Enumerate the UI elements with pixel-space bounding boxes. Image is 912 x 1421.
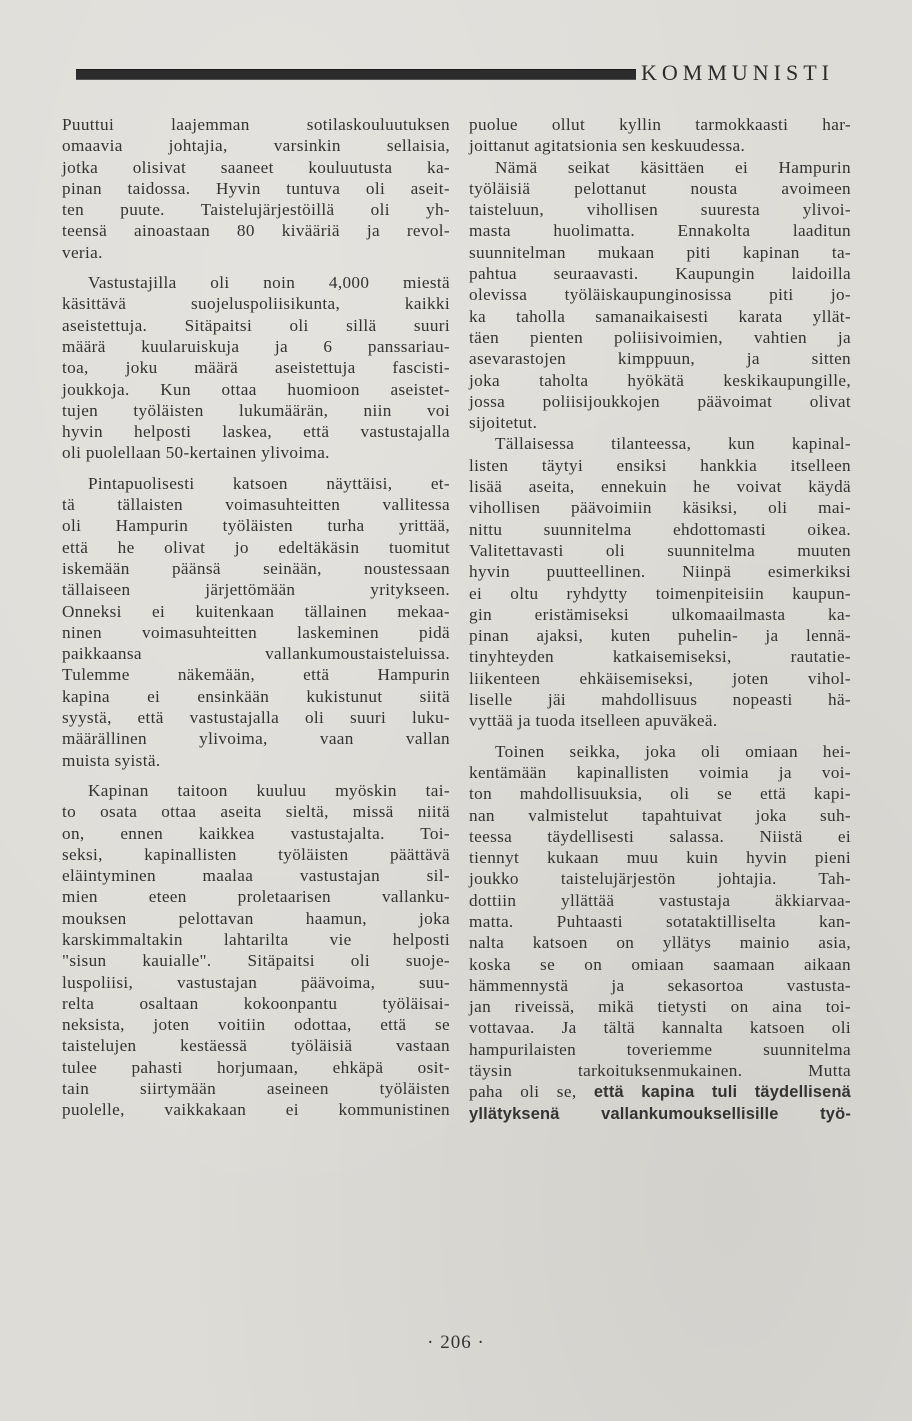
text-line	[62, 664, 450, 685]
text-line-content: Tällaisessa tilanteessa, kun kapinal-	[495, 434, 851, 454]
journal-title: KOMMUNISTI	[641, 60, 834, 85]
text-line-content: puolue ollut kyllin tarmokkaasti har-	[469, 115, 851, 134]
text-line	[469, 540, 851, 561]
text-line	[62, 272, 450, 293]
text-line	[62, 886, 450, 907]
text-line-content: taisteluun, vihollisen suuresta ylivoi-	[469, 200, 851, 220]
text-line	[469, 433, 851, 454]
text-line-content: ton mahdollisuuksia, oli se että kapi-	[469, 784, 851, 804]
text-line-content: iskemään päänsä seinään, noustessaan	[62, 558, 450, 578]
text-line-content: nalta katsoen on yllätys mainio asia,	[469, 933, 851, 953]
text-line-content: pinan ajaksi, kuten puhelin- ja lennä-	[469, 626, 851, 646]
text-line	[62, 421, 450, 442]
text-line	[469, 114, 851, 135]
text-line	[469, 220, 851, 241]
text-line-content: oli puolellaan 50-kertainen ylivoima.	[62, 443, 330, 463]
text-line	[469, 199, 851, 220]
text-line	[469, 135, 851, 156]
text-line	[469, 157, 851, 178]
text-line-content: vottavaa. Ja tältä kannalta katsoen oli	[469, 1018, 851, 1038]
text-line	[62, 844, 450, 865]
text-line	[469, 954, 851, 975]
text-line	[469, 625, 851, 646]
text-line-content: Pintapuolisesti katsoen näyttäisi, et-	[88, 473, 450, 493]
text-line	[62, 494, 450, 515]
text-line	[469, 1017, 851, 1038]
text-line	[62, 220, 450, 241]
text-line	[469, 348, 851, 369]
text-line-content: Tulemme näkemään, että Hampurin	[62, 665, 450, 685]
text-line-content: listen täytyi ensiksi hankkia itselleen	[469, 455, 851, 475]
text-line-content: mouksen pelottavan haamun, joka	[62, 908, 450, 928]
text-line-content: määrä kuularuiskuja ja 6 panssariau-	[62, 336, 450, 356]
text-line-content: täysin tarkoituksenmukainen. Mutta	[469, 1061, 851, 1081]
text-line-content: jan riveissä, mikä tietysti on aina toi-	[469, 997, 851, 1017]
text-line-content: ten puute. Taistelujärjestöillä oli yh-	[62, 200, 450, 220]
text-line-content: mien eteen proletaarisen vallanku-	[62, 887, 450, 907]
text-line	[469, 1103, 851, 1124]
text-line	[469, 476, 851, 497]
text-line-content: omaavia johtajia, varsinkin sellaisia,	[62, 136, 450, 156]
text-line-content: seksi, kapinallisten työläisten päättävä	[62, 844, 450, 864]
text-line-content: neksista, joten voitiin odottaa, että se	[62, 1015, 450, 1035]
text-line	[469, 710, 851, 731]
text-line-content: kapina ei ensinkään kukistunut siitä	[62, 686, 450, 706]
text-line-content: masta huolimatta. Ennakolta laaditun	[469, 221, 851, 241]
text-line	[62, 379, 450, 400]
text-line-content: hyvin puutteellinen. Niinpä esimerkiksi	[469, 562, 851, 582]
text-line-content: ei oltu ryhdytty toimenpiteisiin kaupun-	[469, 583, 851, 603]
text-line-content: karskimmaltakin lahtarilta vie helposti	[62, 929, 450, 949]
text-line-content: tulee pahasti horjumaan, ehkäpä osit-	[62, 1057, 450, 1077]
text-line-content: dottiin yllättää vastustaja äkkiarvaa-	[469, 890, 851, 910]
text-line-content: eläintyminen maalaa vastustajan sil-	[62, 866, 450, 886]
text-line-content: tällaiseen järjettömään yritykseen.	[62, 580, 450, 600]
text-line	[62, 750, 450, 771]
text-line	[62, 865, 450, 886]
text-line-content: hyvin helposti laskea, että vastustajalla	[62, 422, 450, 442]
text-line	[469, 583, 851, 604]
text-line	[469, 996, 851, 1017]
text-line	[469, 911, 851, 932]
text-line	[62, 801, 450, 822]
text-line	[469, 868, 851, 889]
right-column	[469, 114, 851, 1124]
text-line	[62, 336, 450, 357]
text-line	[62, 622, 450, 643]
text-line	[62, 686, 450, 707]
text-line-content: teessa täydellisesti salassa. Niistä ei	[469, 826, 851, 846]
text-line-content: tä tällaisten voimasuhteitten vallitessa	[62, 495, 450, 515]
text-line	[469, 741, 851, 762]
text-line-content: asevarastojen kimppuun, ja sitten	[469, 349, 851, 369]
text-line	[469, 975, 851, 996]
text-line	[469, 412, 851, 433]
text-line	[469, 561, 851, 582]
text-line	[469, 327, 851, 348]
text-line-content: toa, joku määrä aseistettuja fascisti-	[62, 358, 450, 378]
header-rule	[76, 69, 636, 80]
text-line-content: olevissa työläiskaupunginosissa piti jo-	[469, 285, 851, 305]
text-line-content: tujen työläisten lukumäärän, niin voi	[62, 400, 450, 420]
text-line	[469, 805, 851, 826]
text-line-content: taistelujen kestäessä työläisiä vastaan	[62, 1036, 450, 1056]
text-line-content: lisää aseita, ennekuin he voivat käydä	[469, 477, 851, 497]
text-line	[469, 604, 851, 625]
text-line-content: koska se on omiaan saamaan aikaan	[469, 954, 851, 974]
text-line-content: että he olivat jo edeltäkäsin tuomitut	[62, 537, 450, 557]
text-line	[62, 114, 450, 135]
text-line	[62, 601, 450, 622]
text-line-content: nan valmistelut tapahtuivat joka suh-	[469, 805, 851, 825]
text-line-content: ninen voimasuhteitten laskeminen pidä	[62, 622, 450, 642]
text-line	[62, 643, 450, 664]
text-line	[62, 515, 450, 536]
text-line	[62, 357, 450, 378]
text-line	[62, 908, 450, 929]
text-line-content: tain siirtymään aseineen työläisten	[62, 1079, 450, 1099]
text-line	[62, 135, 450, 156]
text-line-content: on, ennen kaikkea vastustajalta. Toi-	[62, 823, 450, 843]
text-line-content: liikenteen ehkäisemiseksi, joten vihol-	[469, 668, 851, 688]
text-line	[469, 370, 851, 391]
text-line	[469, 890, 851, 911]
text-line-content: muista syistä.	[62, 750, 161, 770]
text-line	[62, 1014, 450, 1035]
text-line	[469, 178, 851, 199]
text-line-content: Valitettavasti oli suunnitelma muuten	[469, 540, 851, 560]
text-line	[62, 199, 450, 220]
text-line-content: joukko taistelujärjestön johtajia. Tah-	[469, 869, 851, 889]
text-line	[62, 972, 450, 993]
text-line-content: joka taholta hyökätä keskikaupungille,	[469, 370, 851, 390]
text-line-content: puolelle, vaikkakaan ei kommunistinen	[62, 1100, 450, 1120]
text-line	[469, 646, 851, 667]
text-line-content: teensä ainoastaan 80 kivääriä ja revol-	[62, 221, 450, 241]
text-line-content: jossa poliisijoukkojen päävoimat olivat	[469, 391, 851, 411]
text-line	[62, 558, 450, 579]
text-line-content: kentämään kapinallisten voimia ja voi-	[469, 762, 851, 782]
bold-text: yllätyksenä vallankumouksellisille työ-	[469, 1104, 851, 1123]
text-line	[62, 950, 450, 971]
text-line	[62, 707, 450, 728]
text-line	[62, 579, 450, 600]
text-line	[469, 242, 851, 263]
text-line-content: pahtua seuraavasti. Kaupungin laidoilla	[469, 264, 851, 284]
text-line	[62, 728, 450, 749]
text-line	[469, 455, 851, 476]
text-line-content: matta. Puhtaasti sotataktilliselta kan-	[469, 911, 851, 931]
text-line-content: tinyhteyden katkaisemiseksi, rautatie-	[469, 647, 851, 667]
text-line	[62, 315, 450, 336]
text-line-content: Toinen seikka, joka oli omiaan hei-	[495, 741, 851, 761]
page-number: · 206 ·	[427, 1332, 485, 1353]
text-line-content: hämmennystä ja sekasortoa vastusta-	[469, 975, 851, 995]
text-line-content: sijoitetut.	[469, 413, 538, 433]
text-line	[62, 473, 450, 494]
text-line-content: tiennyt kukaan muu kuin hyvin pieni	[469, 848, 851, 868]
text-line	[62, 823, 450, 844]
text-line	[62, 242, 450, 263]
text-line-content: Nämä seikat käsittäen ei Hampurin	[495, 157, 851, 177]
text-line-content: nittu suunnitelma ehdottomasti oikea.	[469, 519, 851, 539]
text-line	[62, 178, 450, 199]
text-line-content: "sisun kauialle". Sitäpaitsi oli suoje-	[62, 951, 450, 971]
text-line	[469, 668, 851, 689]
text-line	[469, 263, 851, 284]
text-line	[62, 1035, 450, 1056]
text-line-content: syystä, että vastustajalla oli suuri luku-	[62, 708, 450, 728]
text-line	[469, 847, 851, 868]
text-line	[62, 780, 450, 801]
text-line	[62, 1099, 450, 1120]
text-line	[469, 783, 851, 804]
text-line-content: paha oli se,	[469, 1082, 594, 1102]
text-line-content: oli Hampurin työläisten turha yrittää,	[62, 516, 450, 536]
text-line	[62, 157, 450, 178]
text-line-content: vihollisen päävoimiin käsiksi, oli mai-	[469, 498, 851, 518]
text-line-content: määrällinen ylivoima, vaan vallan	[62, 729, 450, 749]
text-line-content: hampurilaisten toveriemme suunnitelma	[469, 1039, 851, 1059]
text-line-content: työläisiä pelottanut nousta avoimeen	[469, 178, 851, 198]
text-line-content: joukkoja. Kun ottaa huomioon aseistet-	[62, 379, 450, 399]
text-line-content: ka taholla samanaikaisesti karata yllät-	[469, 306, 851, 326]
text-line-content: käsittävä suojeluspoliisikunta, kaikki	[62, 294, 450, 314]
text-line-content: Kapinan taitoon kuuluu myöskin tai-	[88, 780, 450, 800]
text-line-content: veria.	[62, 242, 103, 262]
text-line	[62, 1057, 450, 1078]
text-line	[469, 497, 851, 518]
text-line	[62, 1078, 450, 1099]
text-line	[469, 284, 851, 305]
text-line	[469, 306, 851, 327]
text-line-content: aseistettuja. Sitäpaitsi oli sillä suuri	[62, 315, 450, 335]
text-line	[469, 762, 851, 783]
text-line-content: pinan taidossa. Hyvin tuntuva oli aseit-	[62, 178, 450, 198]
text-line	[469, 826, 851, 847]
text-line	[62, 442, 450, 463]
text-line	[469, 1039, 851, 1060]
text-line	[62, 537, 450, 558]
text-line-content: jotka olisivat saaneet kouluutusta ka-	[62, 157, 450, 177]
text-line	[62, 993, 450, 1014]
text-line	[62, 400, 450, 421]
text-line-content: vyttää ja tuoda itselleen apuväkeä.	[469, 711, 718, 731]
text-line-content: Vastustajilla oli noin 4,000 miestä	[88, 273, 450, 293]
text-line	[469, 1081, 851, 1102]
text-line-content: to osata ottaa aseita sieltä, missä niitä	[62, 802, 450, 822]
text-line	[469, 689, 851, 710]
text-line-content: relta osaltaan kokoonpantu työläisai-	[62, 993, 450, 1013]
text-line-content: gin eristämiseksi ulkomaailmasta ka-	[469, 604, 851, 624]
text-line	[469, 932, 851, 953]
text-line	[62, 929, 450, 950]
bold-text: että kapina tuli täydellisenä	[593, 1083, 851, 1102]
text-line	[469, 519, 851, 540]
text-line-content: joittanut agitatsionia sen keskuudessa.	[469, 136, 746, 156]
text-line-content: Puuttui laajemman sotilaskouluutuksen	[62, 115, 450, 134]
text-line-content: paikkaansa vallankumoustaisteluissa.	[62, 644, 450, 664]
text-line-content: suunnitelman mukaan piti kapinan ta-	[469, 242, 851, 262]
left-column	[62, 114, 450, 1121]
text-line	[62, 293, 450, 314]
text-line	[469, 391, 851, 412]
text-line-content: luspoliisi, vastustajan päävoima, suu-	[62, 972, 450, 992]
text-line-content: liselle jäi mahdollisuus nopeasti hä-	[469, 690, 851, 710]
text-line-content: täen pienten poliisivoimien, vahtien ja	[469, 327, 851, 347]
text-line-content: Onneksi ei kuitenkaan tällainen mekaa-	[62, 601, 450, 621]
text-line	[469, 1060, 851, 1081]
